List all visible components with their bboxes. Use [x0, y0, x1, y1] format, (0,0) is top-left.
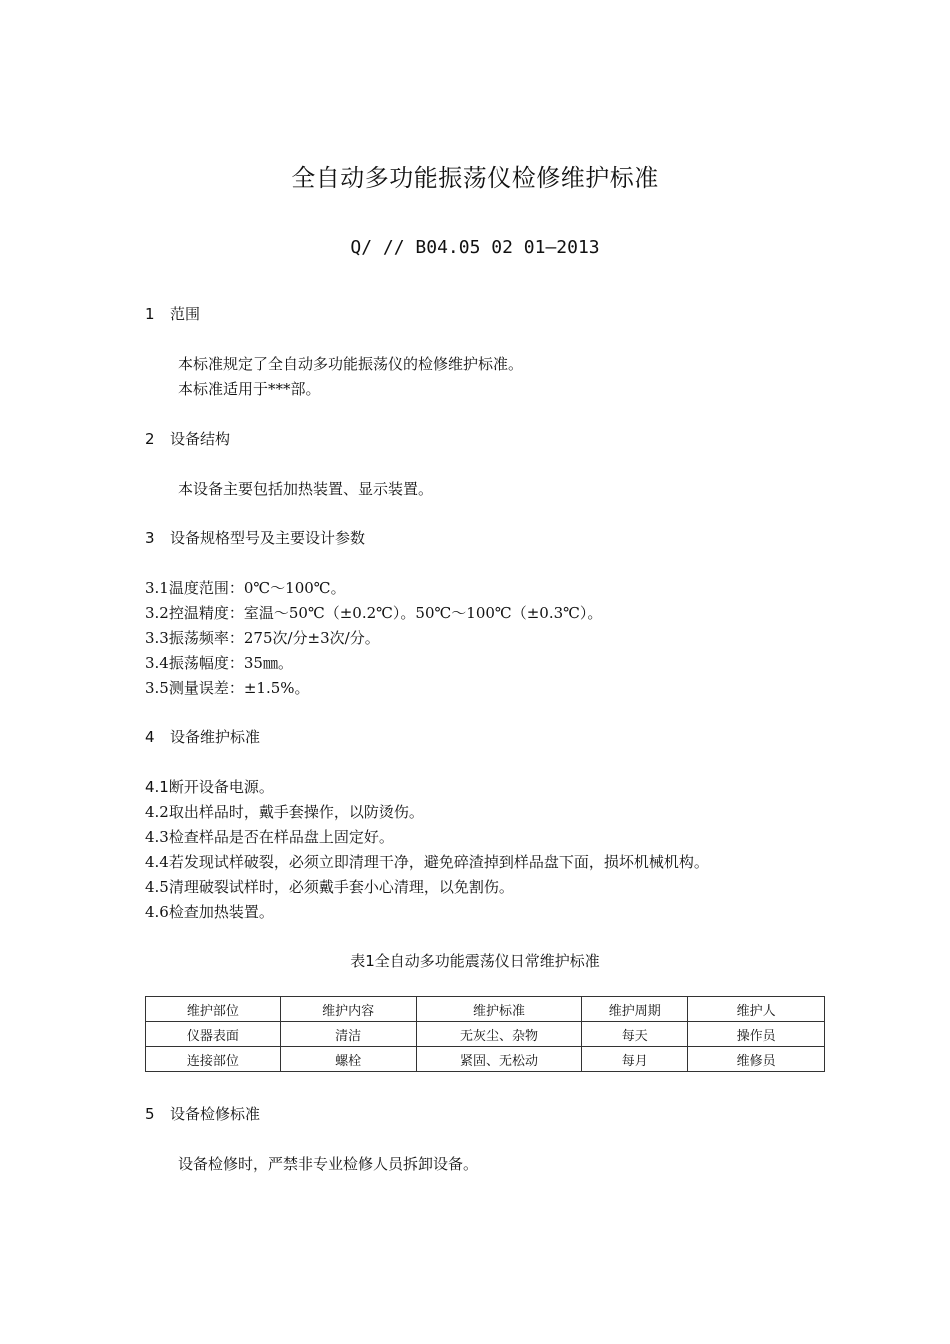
table-header-cell: 维护标准 [416, 997, 582, 1022]
maintenance-item: 4.2取出样品时，戴手套操作，以防烫伤。 [145, 803, 424, 821]
section-heading-2 [145, 428, 230, 449]
section-title: 设备规格型号及主要设计参数 [170, 529, 366, 547]
maintenance-item: 4.1断开设备电源。 [145, 778, 274, 796]
section-heading-4 [145, 726, 260, 747]
section-heading-1 [145, 303, 200, 324]
table-cell: 紧固、无松动 [416, 1047, 582, 1072]
section-number: 4 [145, 728, 155, 746]
table-cell: 连接部位 [146, 1047, 281, 1072]
spec-item: 3.3振荡频率：275次/分±3次/分。 [145, 629, 380, 647]
table-row [146, 1022, 825, 1047]
section-title: 设备检修标准 [170, 1105, 261, 1123]
table-cell: 无灰尘、杂物 [416, 1022, 582, 1047]
table-cell: 操作员 [688, 1022, 825, 1047]
table-cell: 清洁 [280, 1022, 416, 1047]
maintenance-item: 4.4若发现试样破裂，必须立即清理干净，避免碎渣掉到样品盘下面，损坏机械机构。 [145, 853, 709, 871]
table-cell: 仪器表面 [146, 1022, 281, 1047]
table-header-cell: 维护内容 [280, 997, 416, 1022]
maintenance-item: 4.5清理破裂试样时，必须戴手套小心清理，以免割伤。 [145, 878, 514, 896]
table-header-cell: 维护部位 [146, 997, 281, 1022]
section-title: 设备维护标准 [170, 728, 261, 746]
table-cell: 螺栓 [280, 1047, 416, 1072]
table-cell: 维修员 [688, 1047, 825, 1072]
paragraph: 本标准适用于***部。 [178, 380, 321, 398]
paragraph: 本设备主要包括加热装置、显示装置。 [178, 480, 434, 498]
section-number: 1 [145, 305, 155, 323]
table-cell: 每月 [582, 1047, 688, 1072]
section-number: 3 [145, 529, 155, 547]
table-header-row [146, 997, 825, 1022]
table-cell: 每天 [582, 1022, 688, 1047]
table-caption: 表1全自动多功能震荡仪日常维护标准 [350, 952, 600, 970]
section-title: 设备结构 [170, 430, 231, 448]
maintenance-table [145, 996, 825, 1072]
paragraph: 设备检修时，严禁非专业检修人员拆卸设备。 [178, 1155, 479, 1173]
section-heading-5 [145, 1103, 260, 1124]
section-heading-3 [145, 527, 365, 548]
maintenance-item: 4.6检查加热装置。 [145, 903, 274, 921]
spec-item: 3.1温度范围：0℃～100℃。 [145, 579, 346, 597]
section-number: 5 [145, 1105, 155, 1123]
paragraph: 本标准规定了全自动多功能振荡仪的检修维护标准。 [178, 355, 524, 373]
spec-item: 3.5测量误差：±1.5%。 [145, 679, 310, 697]
table-row [146, 1047, 825, 1072]
table-header-cell: 维护人 [688, 997, 825, 1022]
document-code: Q/ // B04.05 02 01—2013 [350, 237, 600, 258]
spec-item: 3.2控温精度：室温～50℃（±0.2℃）。50℃～100℃（±0.3℃）。 [145, 604, 603, 622]
section-title: 范围 [170, 305, 201, 323]
section-number: 2 [145, 430, 155, 448]
spec-item: 3.4振荡幅度：35㎜。 [145, 654, 293, 672]
maintenance-item: 4.3检查样品是否在样品盘上固定好。 [145, 828, 394, 846]
document-title: 全自动多功能振荡仪检修维护标准 [291, 164, 659, 192]
table-header-cell: 维护周期 [582, 997, 688, 1022]
